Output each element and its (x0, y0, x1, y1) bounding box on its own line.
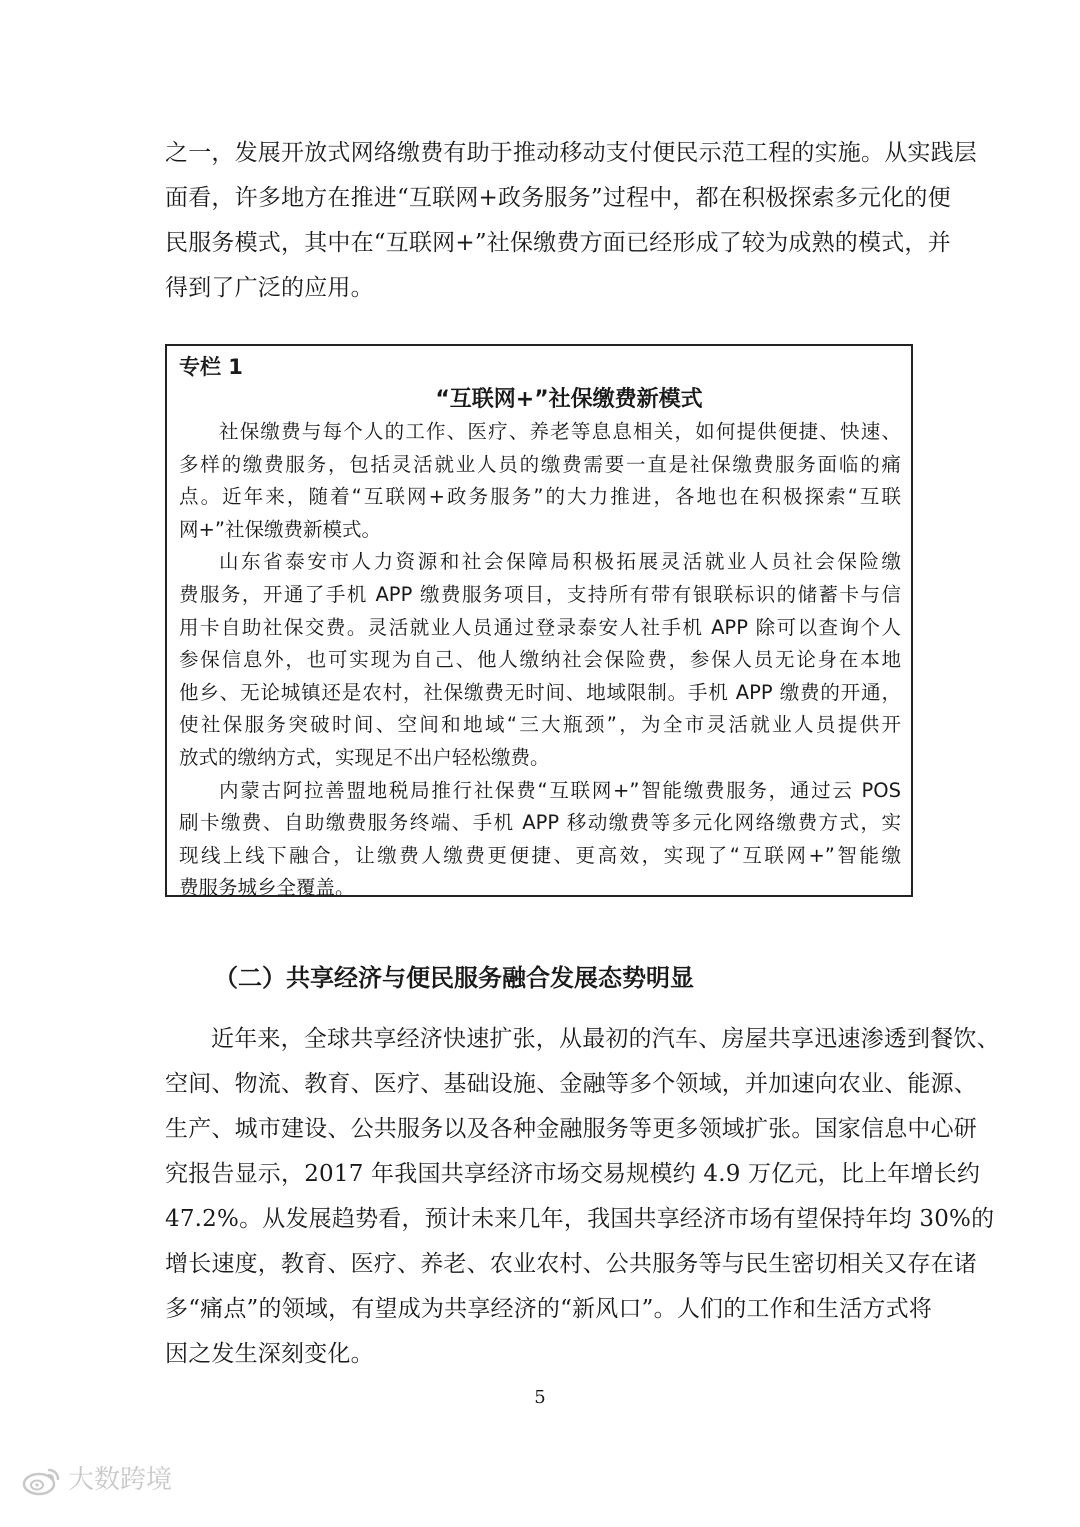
text-line: 现线上线下融合，让缴费人缴费更便捷、更高效，实现了“互联网+”智能缴 (179, 843, 901, 867)
text-line: 费服务城乡全覆盖。 (179, 876, 355, 900)
text-line: 山东省泰安市人力资源和社会保障局积极拓展灵活就业人员社会保险缴 (219, 550, 901, 574)
sidebar-body (179, 416, 901, 905)
sidebar-paragraph (179, 546, 901, 774)
text-line: 增长速度，教育、医疗、养老、农业农村、公共服务等与民生密切相关又存在诸 (165, 1251, 977, 1277)
text-line: 得到了广泛的应用。 (165, 275, 374, 301)
text-line: 多样的缴费服务，包括灵活就业人员的缴费需要一直是社保缴费服务面临的痛 (179, 452, 901, 476)
watermark (22, 1460, 172, 1500)
text-line: 因之发生深刻变化。 (165, 1341, 374, 1367)
page-number: 5 (534, 1387, 546, 1408)
text-line: 社保缴费与每个人的工作、医疗、养老等息息相关，如何提供便捷、快速、 (219, 420, 901, 443)
text-line: 网+”社保缴费新模式。 (179, 517, 381, 541)
text-line: 之一，发展开放式网络缴费有助于推动移动支付便民示范工程的实施。从实践层 (165, 140, 977, 166)
text-line: 内蒙古阿拉善盟地税局推行社保费“互联网+”智能缴费服务，通过云 POS (219, 778, 901, 802)
text-line: 生产、城市建设、公共服务以及各种金融服务等更多领域扩张。国家信息中心研 (165, 1116, 977, 1142)
sidebar-box (165, 344, 913, 900)
sidebar-title: “互联网+”社保缴费新模式 (435, 387, 703, 412)
sidebar-paragraph (179, 775, 901, 905)
sidebar-paragraph (179, 416, 901, 546)
text-line: 他乡、无论城镇还是农村，社保缴费无时间、地域限制。手机 APP 缴费的开通， (179, 680, 901, 704)
section-heading: （二）共享经济与便民服务融合发展态势明显 (214, 964, 694, 992)
watermark-text: 大数跨境 (68, 1465, 173, 1495)
text-line: 47.2%。从发展趋势看，预计未来几年，我国共享经济市场有望保持年均 30%的 (165, 1206, 995, 1232)
text-line: 民服务模式，其中在“互联网+”社保缴费方面已经形成了较为成熟的模式，并 (165, 230, 951, 256)
text-line: 空间、物流、教育、医疗、基础设施、金融等多个领域，并加速向农业、能源、 (165, 1071, 977, 1097)
text-line: 点。近年来，随着“互联网+政务服务”的大力推进，各地也在积极探索“互联 (179, 485, 901, 509)
text-line: 多“痛点”的领域，有望成为共享经济的“新风口”。人们的工作和生活方式将 (165, 1296, 933, 1322)
shared-economy-paragraph (165, 1017, 1000, 1377)
text-line: 近年来，全球共享经济快速扩张，从最初的汽车、房屋共享迅速渗透到餐饮、 (211, 1026, 1000, 1052)
intro-paragraph (165, 131, 977, 311)
text-line: 放式的缴纳方式，实现足不出户轻松缴费。 (179, 745, 550, 769)
text-line: 使社保服务突破时间、空间和地域“三大瓶颈”，为全市灵活就业人员提供开 (179, 713, 901, 737)
sidebar-tag: 专栏 1 (179, 355, 243, 379)
text-line: 费服务，开通了手机 APP 缴费服务项目，支持所有带有银联标识的储蓄卡与信 (179, 582, 901, 606)
weibo-logo-icon (22, 1464, 62, 1496)
text-line: 刷卡缴费、自助缴费服务终端、手机 APP 移动缴费等多元化网络缴费方式，实 (179, 811, 901, 835)
text-line: 面看，许多地方在推进“互联网+政务服务”过程中，都在积极探索多元化的便 (165, 185, 951, 211)
text-line: 参保信息外，也可实现为自己、他人缴纳社会保险费，参保人员无论身在本地 (179, 648, 901, 672)
text-line: 用卡自助社保交费。灵活就业人员通过登录泰安人社手机 APP 除可以查询个人 (179, 615, 901, 639)
text-line: 究报告显示，2017 年我国共享经济市场交易规模约 4.9 万亿元，比上年增长约 (165, 1161, 981, 1187)
